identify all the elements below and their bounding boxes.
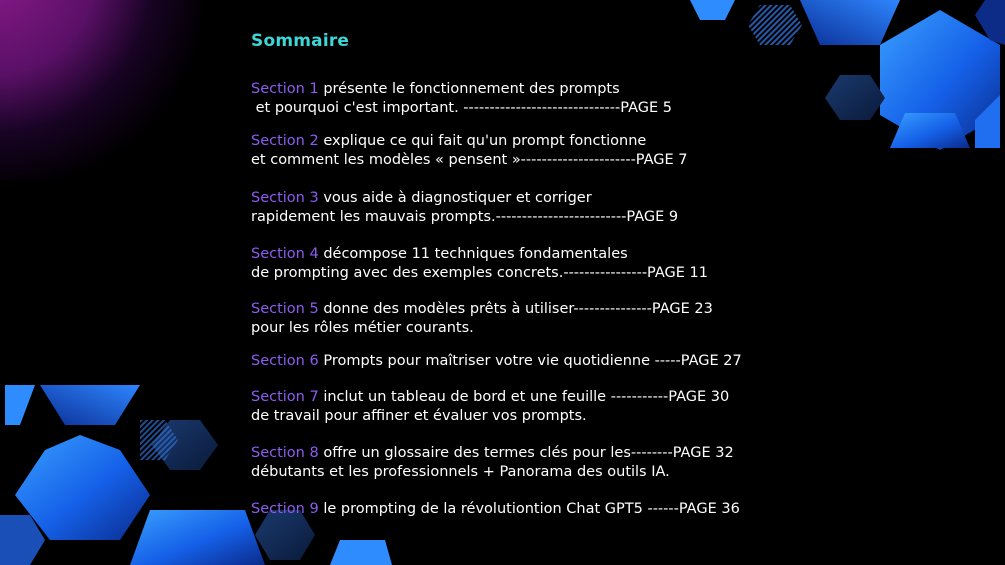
section-description: offre un glossaire des termes clés pour les--------PAGE 32: [318, 445, 734, 461]
section-label: Section 1: [251, 81, 319, 97]
hexagon-shape: [690, 0, 735, 20]
toc-entry-line: [251, 189, 678, 208]
section-description: présente le fonctionnement des prompts: [318, 81, 620, 97]
toc-entry: [251, 500, 740, 519]
hexagon-shape: [825, 75, 885, 120]
section-label: Section 6: [251, 353, 319, 369]
toc-entry-line: [251, 444, 734, 463]
toc-entry-line: [251, 300, 713, 319]
section-description: explique ce qui fait qu'un prompt fonctionne: [318, 133, 647, 149]
section-description: vous aide à diagnostiquer et corriger: [318, 190, 592, 206]
toc-entry-line: [251, 245, 708, 264]
section-description: Prompts pour maîtriser votre vie quotidienne -----PAGE 27: [318, 353, 742, 369]
toc-entry: [251, 352, 742, 371]
toc-entry-line: [251, 352, 742, 371]
section-description-continued: pour les rôles métier courants.: [251, 320, 474, 336]
toc-entry-line: [251, 500, 740, 519]
toc-entry: [251, 80, 672, 118]
toc-entry: [251, 132, 688, 170]
hexagon-shape: [5, 385, 35, 425]
section-description-continued: et pourquoi c'est important. ------------------------------PAGE 5: [251, 100, 672, 116]
toc-entry-line: [251, 80, 672, 99]
toc-entry: [251, 388, 729, 426]
toc-entry: [251, 189, 678, 227]
section-description-continued: de prompting avec des exemples concrets.----------------PAGE 11: [251, 265, 708, 281]
section-label: Section 7: [251, 389, 319, 405]
hexagon-shape: [130, 510, 265, 565]
table-of-contents: [251, 31, 811, 75]
section-label: Section 3: [251, 190, 319, 206]
section-label: Section 4: [251, 246, 319, 262]
toc-entry: [251, 245, 708, 283]
page-title: Sommaire: [251, 31, 350, 51]
section-label: Section 9: [251, 501, 319, 517]
section-label: Section 8: [251, 445, 319, 461]
section-description: donne des modèles prêts à utiliser---------------PAGE 23: [318, 301, 713, 317]
toc-entry-line: [251, 388, 729, 407]
section-description: inclut un tableau de bord et une feuille -----------PAGE 30: [318, 389, 730, 405]
toc-entry: [251, 444, 734, 482]
hexagon-shape: [40, 385, 140, 425]
section-label: Section 5: [251, 301, 319, 317]
hexagon-shape: [800, 0, 900, 45]
toc-entry-line: [251, 132, 688, 151]
section-description: le prompting de la révolutiontion Chat GPT5 ------PAGE 36: [318, 501, 740, 517]
hexagon-shape: [330, 540, 392, 565]
section-description-continued: débutants et les professionnels + Panorama des outils IA.: [251, 464, 670, 480]
section-label: Section 2: [251, 133, 319, 149]
section-description-continued: rapidement les mauvais prompts.-------------------------PAGE 9: [251, 209, 679, 225]
section-description: décompose 11 techniques fondamentales: [318, 246, 628, 262]
section-description-continued: et comment les modèles « pensent »----------------------PAGE 7: [251, 152, 688, 168]
section-description-continued: de travail pour affiner et évaluer vos prompts.: [251, 408, 587, 424]
toc-entry: [251, 300, 713, 338]
